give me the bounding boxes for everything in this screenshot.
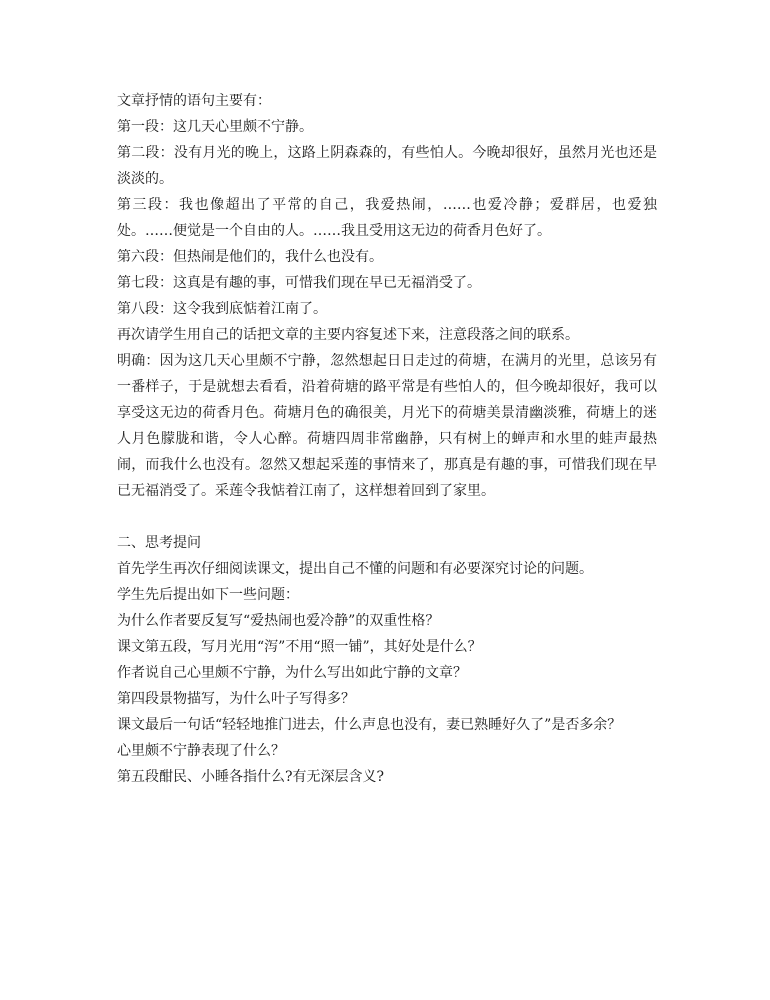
question-item: 心里颇不宁静表现了什么？ [117,743,285,759]
questions-lead: 学生先后提出如下一些问题： [117,587,299,603]
retell-prompt: 再次请学生用自己的话把文章的主要内容复述下来，注意段落之间的联系。 [117,327,579,343]
lyrical-sentences-intro: 文章抒情的语句主要有： [117,93,271,109]
question-item: 作者说自己心里颇不宁静，为什么写出如此宁静的文章？ [117,665,467,681]
document-body [117,88,657,790]
list-item: 第二段：没有月光的晚上，这路上阴森森的，有些怕人。今晚却很好，虽然月光也还是淡淡的。 [117,145,657,187]
question-item: 课文最后一句话“轻轻地推门进去，什么声息也没有，妻已熟睡好久了”是否多余？ [117,717,622,733]
question-item: 第四段景物描写，为什么叶子写得多？ [117,691,355,707]
list-item: 第六段：但热闹是他们的，我什么也没有。 [117,249,383,265]
list-item: 第七段：这真是有趣的事，可惜我们现在早已无福消受了。 [117,275,481,291]
question-item: 课文第五段，写月光用“泻”不用“照一铺”，其好处是什么？ [117,639,482,655]
section-intro: 首先学生再次仔细阅读课文，提出自己不懂的问题和有必要深究讨论的问题。 [117,561,593,577]
section-heading: 二、思考提问 [117,535,201,551]
question-item: 第五段酣民、小睡各指什么?有无深层含义? [117,769,385,785]
list-item: 第一段：这几天心里颇不宁静。 [117,119,313,135]
section-spacer [117,504,657,530]
list-item: 第三段：我也像超出了平常的自己，我爱热闹，……也爱冷静；爱群居，也爱独处。……便觉是一个自由的人。……我且受用这无边的荷香月色好了。 [117,197,657,239]
question-item: 为什么作者要反复写“爱热闹也爱冷静”的双重性格？ [117,613,440,629]
answer-paragraph: 明确：因为这几天心里颇不宁静，忽然想起日日走过的荷塘，在满月的光里，总该另有一番样子，于是就想去看看，沿着荷塘的路平常是有些怕人的，但今晚却很好，我可以享受这无边的荷香月色。荷塘月色的确很美，月光下的荷塘美景清幽淡雅，荷塘上的迷人月色朦胧和谐，令人心醉。荷塘四周非常幽静，只有树上的蝉声和水里的蛙声最热闹，而我什么也没有。忽然又想起采莲的事情来了，那真是有趣的事，可惜我们现在早已无福消受了。采莲令我惦着江南了，这样想着回到了家里。 [117,353,657,499]
list-item: 第八段：这令我到底惦着江南了。 [117,301,327,317]
